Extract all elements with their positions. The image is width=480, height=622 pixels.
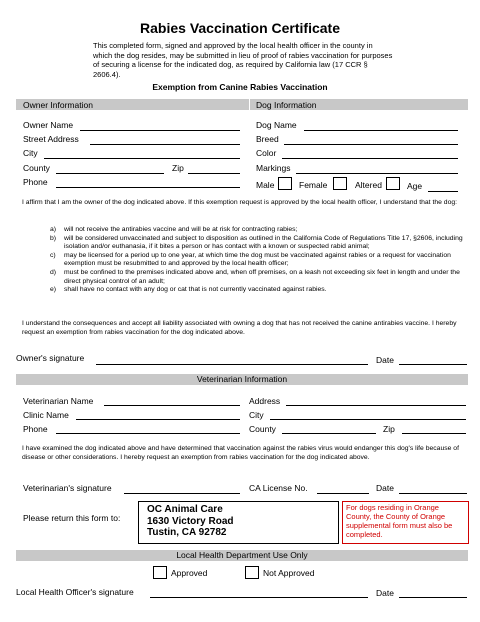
vet-address-field[interactable]: [286, 405, 466, 406]
vet-name-field[interactable]: [104, 405, 240, 406]
return-address-box: [138, 501, 339, 544]
age-label: Age: [407, 181, 423, 191]
form-subtitle: Exemption from Canine Rabies Vaccination: [152, 82, 328, 92]
owner-county-label: County: [23, 163, 50, 173]
condition-text: shall have no contact with any dog or cat that is not currently vaccinated against rabies.: [64, 286, 327, 294]
owner-signature-label: Owner's signature: [16, 353, 85, 363]
form-title: Rabies Vaccination Certificate: [140, 20, 340, 36]
condition-item: [50, 235, 463, 252]
not-approved-checkbox[interactable]: [245, 566, 259, 579]
owner-phone-field[interactable]: [56, 187, 240, 188]
not-approved-label: Not Approved: [263, 568, 315, 578]
owner-county-field[interactable]: [56, 173, 164, 174]
health-date-label: Date: [376, 588, 394, 598]
vet-name-label: Veterinarian Name: [23, 396, 94, 406]
owner-city-label: City: [23, 148, 38, 158]
condition-text: may be licensed for a period up to one year, at which time the dog must be vaccinated against rabies or a request for vaccination exemption must be resubmitted to and approved by the local health officer;: [64, 251, 451, 268]
vet-date-field[interactable]: [399, 493, 467, 494]
owner-signature-field[interactable]: [96, 364, 368, 365]
owner-phone-label: Phone: [23, 177, 48, 187]
vet-phone-field[interactable]: [56, 433, 240, 434]
approved-checkbox[interactable]: [153, 566, 167, 579]
health-date-field[interactable]: [399, 597, 467, 598]
owner-date-field[interactable]: [399, 364, 467, 365]
color-field[interactable]: [282, 158, 458, 159]
return-street: 1630 Victory Road: [147, 515, 234, 527]
street-address-label: Street Address: [23, 134, 79, 144]
orange-county-note: For dogs residing in Orange County, the County of Orange supplemental form must also be completed.: [342, 501, 469, 544]
condition-item: [50, 269, 463, 286]
vet-statement-text: I have examined the dog indicated above and have determined that vaccination against the rabies virus would endanger this dog's life because of disease or other considerations. I hereby request an exemption from rabies vaccination for the dog indicated above.: [22, 445, 459, 461]
ca-license-field[interactable]: [317, 493, 369, 494]
altered-label: Altered: [355, 180, 382, 190]
owner-date-label: Date: [376, 355, 394, 365]
condition-marker: c): [50, 251, 56, 259]
condition-item: [50, 252, 463, 269]
owner-name-label: Owner Name: [23, 120, 74, 130]
return-city: Tustin, CA 92782: [147, 527, 227, 538]
condition-marker: d): [50, 268, 57, 276]
vet-county-field[interactable]: [282, 433, 376, 434]
color-label: Color: [256, 148, 277, 158]
intro-text: This completed form, signed and approved by the local health officer in the county in which the dog resides, may be submitted in lieu of proof of rabies vaccination for purposes of securing a license for the indicated dog, as required by California law (17 CCR § 2606.4).: [93, 41, 393, 79]
female-checkbox[interactable]: [333, 177, 347, 190]
vet-signature-field[interactable]: [124, 493, 240, 494]
owner-name-field[interactable]: [80, 130, 240, 131]
male-checkbox[interactable]: [278, 177, 292, 190]
owner-info-header: Owner Information: [23, 100, 93, 110]
return-label: Please return this form to:: [23, 513, 121, 523]
condition-item: [50, 286, 463, 295]
dog-name-field[interactable]: [304, 130, 458, 131]
owner-zip-label: Zip: [172, 163, 184, 173]
condition-marker: e): [50, 286, 57, 294]
condition-item: [50, 226, 463, 235]
condition-marker: a): [50, 226, 57, 233]
male-label: Male: [256, 180, 275, 190]
vet-county-label: County: [249, 424, 276, 434]
conditions-list: [50, 226, 463, 295]
breed-field[interactable]: [284, 144, 458, 145]
vet-date-label: Date: [376, 483, 394, 493]
clinic-name-label: Clinic Name: [23, 410, 69, 420]
condition-text: will not receive the antirabies vaccine and will be at risk for contracting rabies;: [64, 226, 298, 233]
health-officer-signature-label: Local Health Officer's signature: [16, 587, 134, 597]
understand-text: I understand the consequences and accept all liability associated with owning a dog that has not received the canine antirabies vaccine. I hereby request an exemption from rabies vaccination for the dog indicated above.: [22, 320, 457, 336]
vet-city-label: City: [249, 410, 264, 420]
owner-zip-field[interactable]: [188, 173, 240, 174]
clinic-name-field[interactable]: [76, 419, 240, 420]
dog-name-label: Dog Name: [256, 120, 297, 130]
return-org: OC Animal Care: [147, 504, 223, 515]
health-officer-signature-field[interactable]: [150, 597, 368, 598]
vet-zip-label: Zip: [383, 424, 395, 434]
affirm-text: I affirm that I am the owner of the dog indicated above. If this exemption request is approved by the local health officer, I understand that the dog:: [22, 199, 458, 206]
breed-label: Breed: [256, 134, 279, 144]
street-address-field[interactable]: [90, 144, 240, 145]
vet-zip-field[interactable]: [402, 433, 466, 434]
owner-city-field[interactable]: [44, 158, 240, 159]
altered-checkbox[interactable]: [386, 177, 400, 190]
female-label: Female: [299, 180, 328, 190]
approved-label: Approved: [171, 568, 208, 578]
vet-info-header: Veterinarian Information: [16, 374, 468, 385]
vet-phone-label: Phone: [23, 424, 48, 434]
header-divider: [249, 99, 250, 110]
dog-info-header: Dog Information: [256, 100, 317, 110]
vet-signature-label: Veterinarian's signature: [23, 483, 112, 493]
ca-license-label: CA License No.: [249, 483, 308, 493]
condition-text: must be confined to the premises indicated above and, when off premises, on a leash not exceeding six feet in length and under the direct physical control of an adult;: [64, 268, 460, 285]
markings-label: Markings: [256, 163, 291, 173]
age-field[interactable]: [428, 191, 458, 192]
condition-text: will be considered unvaccinated and subject to disposition as outlined in the California Code of Regulations Title 17, §2606, including isolation and/or euthanasia, if it bites a person or has contact with a known or suspected rabid animal;: [64, 234, 463, 251]
condition-marker: b): [50, 234, 57, 242]
health-dept-header: Local Health Department Use Only: [16, 550, 468, 561]
vet-city-field[interactable]: [270, 419, 466, 420]
vet-address-label: Address: [249, 396, 281, 406]
markings-field[interactable]: [296, 173, 458, 174]
